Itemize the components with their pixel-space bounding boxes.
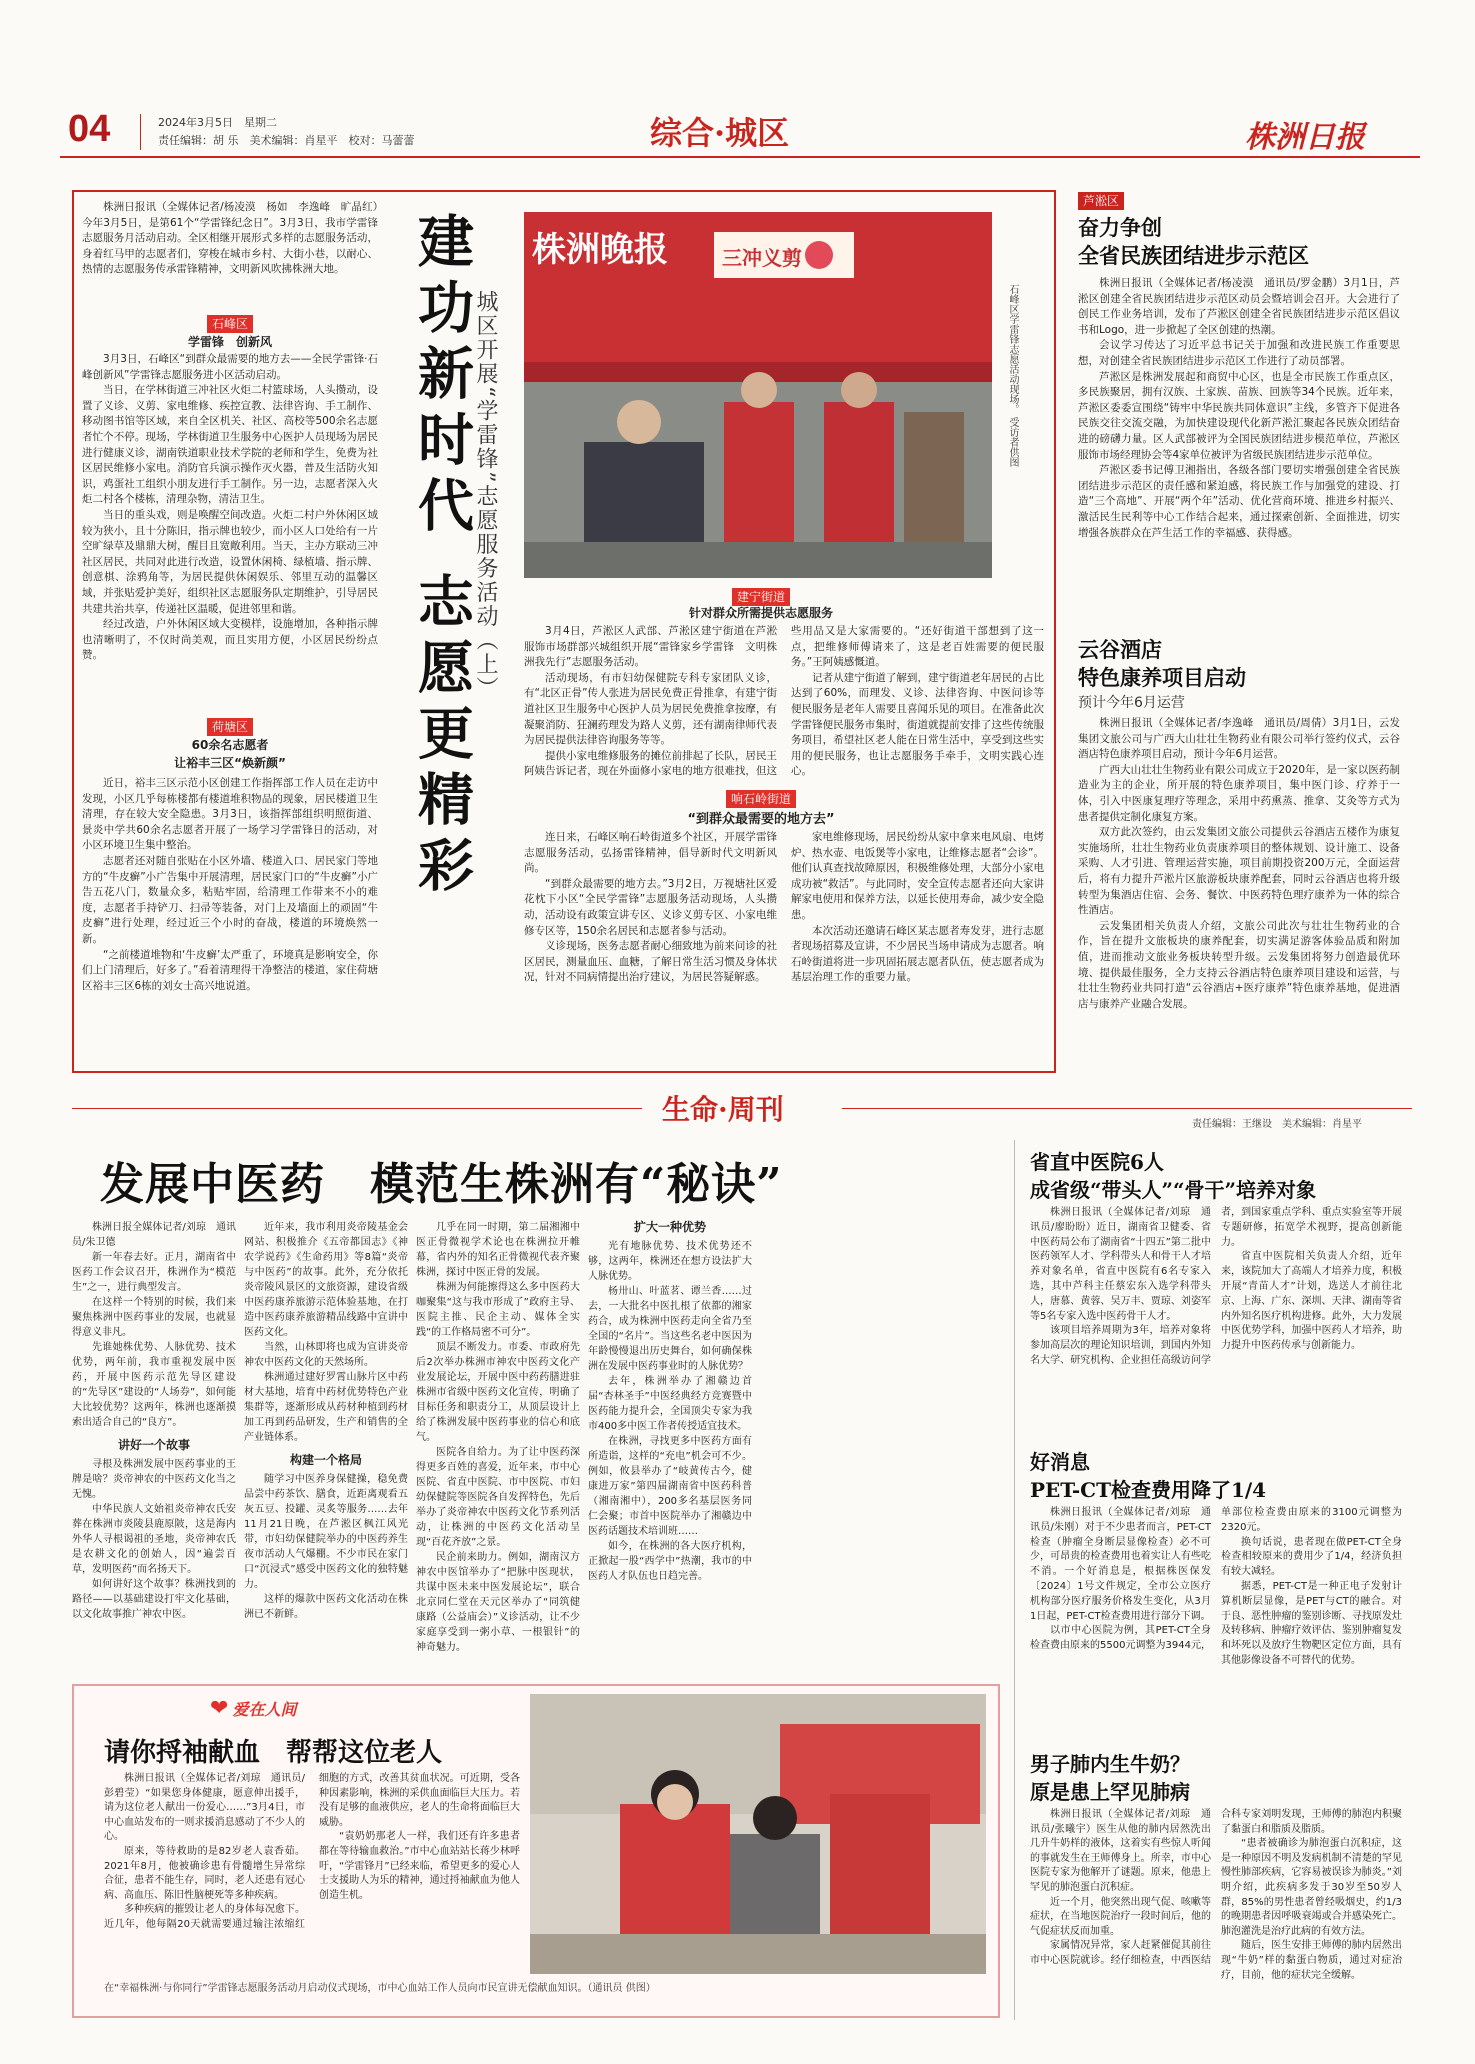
header-editors: 责任编辑：胡 乐 美术编辑：肖星平 校对：马蕾蕾 bbox=[158, 134, 415, 147]
body-petct: 株洲日报讯（全媒体记者/刘琼 通讯员/朱刚）对于不少患者而言，PET-CT检查（肿瘤全身断层显像检查）必不可少，可昂贵的检查费用也着实让人有些吃不消。一个好消息是，根据株医保发〔2024〕1号文件规定，全市公立医疗机构部分医疗服务价格发生变化，从3月1日起，PET-CT检查费用进行部分下调。 以市中心医院为例，其PET-CT全身检查费由原来的5500元调整为3944元，单部位检查费由原来的3100元调整为2320元。 换句话说，患者现在做PET-CT全身检查相较原来的费用少了1/4，经济负担有较大减轻。 据悉，PET-CT是一种正电子发射计算机断层显像，是PET与CT的融合。对于良、恶性肿瘤的鉴别诊断、寻找原发灶及转移病、肿瘤疗效评估、鉴别肿瘤复发和坏死以及放疗生物靶区定位方面，具有其他影像设备不可替代的优势。 bbox=[1030, 1507, 1402, 1666]
mid-editors: 责任编辑：王继设 美术编辑：肖星平 bbox=[1192, 1119, 1362, 1130]
tcm-col-3: 几乎在同一时期，第二届湘湘中医正骨微视学术论也在株洲拉开帷幕，省内外的知名正骨微视代表齐聚株洲，探讨中医正骨的发展。 株洲为何能擦得这么多中医药大咖聚集“这与我市形成了”政府主导、医院主推、民企主动、媒体全实践“的工作格局密不可分”。 顶层不断发力。市委、市政府先后2次举办株洲市神农中医药文化产业发展论坛，开展中医中药药膳进驻株洲市省级中医药文化宣传，明确了目标任务和职责分工，从顶层设计上给了株洲发展中医药事业的信心和底气。 医院各自给力。为了让中医药深得更多百姓的喜爱，近年来，市中心医院、省直中医院、市中医院、市妇幼保健院等医院各自发挥特色，先后举办了炎帝神农中医药文化节系列活动，让株洲的中医药文化活动呈现“百花齐放”之景。 民企前来助力。例如，湖南汉方神农中医馆举办了“把脉中医现状，共谋中医未来中医发展论坛”，联合北京同仁堂在天元区举办了“同筑健康路（公益庙会）”义诊活动，让不少家庭享受到一粥小草、一根银针”的神奇魅力。 bbox=[416, 1222, 580, 1653]
yungu-title-2: 特色康养项目启动 bbox=[1078, 665, 1246, 690]
mid-rule-left bbox=[72, 1108, 642, 1109]
lead-photo bbox=[524, 212, 992, 578]
tcm-title: 发展中医药 模范生株洲有“秘诀” bbox=[100, 1159, 783, 1210]
lead-intro: 株洲日报讯（全媒体记者/杨凌漠 杨如 李逸峰 旷晶红）今年3月5日，是第61个“学雷锋纪念日”。3月3日，我市学雷锋志愿服务月活动启动。全区相继开展形式多样的志愿服务活动，身着红马甲的志愿者们，穿梭在城市乡村、大街小巷，以耐心、热情的志愿服务传承雷锋精神，文明新风吹拂株洲大地。 bbox=[82, 201, 378, 276]
mid-banner bbox=[72, 1088, 1412, 1136]
head-hetang-2: 让裕丰三区“焕新颜” bbox=[174, 756, 286, 770]
tag-jianning: 建宁街道 bbox=[524, 586, 998, 606]
newspaper-logo: 株洲日报 bbox=[1245, 120, 1365, 155]
tcm-col-1: 株洲日报全媒体记者/刘琼 通讯员/朱卫德 新一年春去好。正月，湖南省中医药工作会议召开，株洲作为“模范生”之一，进行典型发言。 在这样一个特别的时候，我们来聚焦株洲中医药事业的发展，也就显得意义非凡。 先谁她株优势、人脉优势、技术优势，两年前，我市重视发展中医药，开展中医药示范先导区建设的“先导区”建设的“人场券”，如何能大比较优势？这两年，株洲也逐渐摸索出适合自己的“良方”。 讲好一个故事 寻根及株洲发展中医药事业的王牌是啥？炎帝神农的中医药文化当之无愧。 中华民族人文始祖炎帝神农氏安葬在株洲市炎陵县鹿原陂，这是海内外华人寻根谒祖的圣地，炎帝神农氏是农耕文化的创始人，因“遍尝百草，发明医药”而名扬天下。 如何讲好这个故事？株洲找到的路径——以基础建设打牢文化基础，以文化故事推广神农中医。 bbox=[72, 1222, 236, 1620]
love-photo bbox=[530, 1694, 986, 1974]
body-jianning: 3月4日，芦淞区人武部、芦淞区建宁街道在芦淞服饰市场群部兴城组织开展“雷锋家乡学雷锋 文明株洲我先行”志愿服务活动。 活动现场，有市妇幼保健院专科专家团队义诊，有“北区正骨”传人张进为居民免费正骨推拿，有建宁街道社区卫生服务中心医护人员为居民免费推拿按摩，有凝聚消防、狂澜药理发为路人义剪，还有湖南律师代表为居民提供法律咨询服务等等。 提供小家电维修服务的摊位前排起了长队，居民王阿姨告诉记者，现在外面修小家电的地方很难找，但这些用品又是大家需要的。“还好街道干部想到了这一点，把维修师傅请来了，这是老百姓需要的便民服务。”王阿姨感慨道。 记者从建宁街道了解到，建宁街道老年居民的占比达到了60%，而理发、义诊、法律咨询、中医问诊等便民服务是老年人需要且喜闻乐见的项目。在准备此次学雷锋便民服务市集时，街道就提前安排了这些传统服务项目，希望社区老人能在日常生活中，享受到这些实用的便民服务，也让志愿服务手牵手，文明实践心连心。 bbox=[524, 625, 1044, 778]
love-photo-graphic bbox=[530, 1694, 986, 1974]
yungu-subtitle: 预计今年6月运营 bbox=[1078, 695, 1185, 711]
hospital-title-1: 省直中医院6人 bbox=[1030, 1150, 1164, 1174]
body-hospital: 株洲日报讯（全媒体记者/刘琼 通讯员/廖盼盼）近日，湖南省卫健委、省中医药局公布了湖南省“十四五”第二批中医药领军人才、学科带头人和骨干人才培养对象名单，省直中医院有6名专家入选，其中芦科主任蔡宏东入选学科带头人，唐慕、黄蓉、吴万丰、贾琼、刘姿军等5名专家入选中医药骨干人才。 该项目培养周期为3年，培养对象将参加高层次的理论知识培训，到国内外知名大学、研究机构、企业担任高级访问学者，到国家重点学科、重点实验室等开展专题研修，拓宽学术视野，提高创新能力。 省直中医院相关负责人介绍，近年来，该院加大了高端人才培养力度，积极开展“青苗人才”计划，选送人才前往北京、上海、广东、深圳、天津、湖南等省内外知名医疗机构进修。此外，大力发展中医优势学科，加强中医药人才培养，助力提升中医药传承与创新能力。 bbox=[1030, 1207, 1402, 1366]
section-title: 综合·城区 bbox=[650, 114, 790, 152]
right-bottom-divider bbox=[1014, 1140, 1015, 2020]
tag-shifeng: 石峰区 bbox=[82, 313, 378, 333]
body-xiangshiling: 连日来，石峰区响石岭街道多个社区，开展学雷锋志愿服务活动，弘扬雷锋精神，倡导新时代文明新风尚。 “到群众最需要的地方去。”3月2日，万视塘社区爱花枕下小区“全民学雷锋”志愿服务活动现场，人头攒动，活动设有政策宣讲专区、义诊义剪专区、小家电维修专区等，150余名居民和志愿者参与活动。 义诊现场，医务志愿者耐心细致地为前来问诊的社区居民，测量血压、血糖，了解日常生活习惯及身体状况，针对不同病情提出治疗建议，为居民答疑解惑。 家电维修现场，居民纷纷从家中拿来电风扇、电烤炉、热水壶、电饭煲等小家电，让维修志愿者“会诊”。他们认真查找故障原因，积极维修处理，大部分小家电成功被“救活”。与此同时，安全宣传志愿者还向大家讲解家电使用和保养方法，以延长使用寿命，减少安全隐患。 本次活动还邀请石峰区某志愿者寿发芽，进行志愿者现场招募及宣讲，不少居民当场申请成为志愿者。响石岭街道将进一步巩固拓展志愿者队伍，使志愿者成为基层治理工作的重要力量。 bbox=[524, 831, 1044, 984]
tcm-col-4: 扩大一种优势 光有地脉优势、技术优势还不够，这两年，株洲还在想方设法扩大人脉优势。 杨卅山、叶蓝茗、谭兰香……过去，一大批名中医扎根了依都的湘家药合，成为株洲中医药走向全省乃至全国的“名片”。当这些名老中医因为年龄慢慢退出历史舞台，如何确保株洲在发展中医药事业时的人脉优势？ 去年，株洲举办了湘赣边首届“杏林圣手”中医经典经方竞赛暨中医药能力提升会，全国顶尖专家为我市400多中医工作者传授适宜技术。 在株洲，寻找更多中医药方面有所造诣，这样的“充电”机会可不少。例如，攸县举办了“岐黄传古今，健康进万家”第四届湖南省中医药科普（湘南湘中），200多名基层医务同仁会聚；市首中医院举办了湘赣边中医药话题技术培训班…… 如今，在株洲的各大医疗机构，正掀起一股“西学中”热潮，我市的中医药人才队伍也日趋完善。 bbox=[588, 1220, 752, 1582]
body-yungu: 株洲日报讯（全媒体记者/李逸峰 通讯员/周倩）3月1日，云发集团文旅公司与广西大山壮壮生物药业有限公司举行签约仪式，云谷酒店特色康养项目启动，预计今年6月运营。 广西大山壮壮生物药业有限公司成立于2020年，是一家以医药制造业为主的企业，所开展的特色康养项目，集中医门诊、疗养于一体，引入中医康复理疗等理念，采用中药熏蒸、推拿、艾灸等方式为患者提供定制化康复方案。 双方此次签约，由云发集团文旅公司提供云谷酒店五楼作为康复实施场所，壮壮生物药业负责康养项目的整体规划、设计施工、设备采购、人才引进、管理运营实施，项目前期投资200万元，全面运营后，将有力提升芦淞片区旅游板块康养配套，同时云谷酒店也将升级转型为集酒店住宿、会务、餐饮、中医药特色理疗康养为一体的综合性酒店。 云发集团相关负责人介绍，文旅公司此次与壮壮生物药业的合作，旨在提升文旅板块的康养配套，切实满足游客体验品质和附加值，进而推动文旅业务板块转型升级。云发集团将努力创造最优环境、提供最佳服务，全力支持云谷酒店特色康养项目建设和运营，与壮壮生物药业共同打造“云谷酒店+医疗康养”特色康养基地，促进酒店与康养产业融合发展。 bbox=[1078, 717, 1400, 1010]
tag-lusong: 芦淞区 bbox=[1078, 190, 1124, 210]
header-rule bbox=[60, 156, 1420, 158]
banner-text-2: 三冲义剪 bbox=[722, 246, 802, 270]
tag-xiangshiling: 响石岭街道 bbox=[524, 788, 998, 808]
lead-title-2: 志愿更精彩 bbox=[409, 572, 475, 902]
heart-icon: ❤ bbox=[210, 1696, 229, 1721]
body-lusong: 株洲日报讯（全媒体记者/杨凌漠 通讯员/罗金鹏）3月1日，芦淞区创建全省民族团结进步示范区动员会暨培训会召开。大会进行了创民工作业务培训，发布了芦淞区创建全省民族团结进步示范区倡议书和Logo，进一步掀起了全区创建的热潮。 会议学习传达了习近平总书记关于加强和改进民族工作重要思想，对创建全省民族团结进步示范区工作进行了动员部署。 芦淞区是株洲发展起和商贸中心区，也是全市民族工作重点区，多民族聚居，拥有汉族、土家族、苗族、回族等34个民族。近年来，芦淞区委委宣围绕“铸牢中华民族共同体意识”主线，多管齐下促进各民族交往交流交融，为加快建设现代化新芦淞汇聚起各民族众团结奋进的磅礴力量。区人武部被评为全国民族团结进步模范单位，芦淞区服饰市场经理协会等4家单位被评为省级民族团结进步示范单位。 芦淞区委书记傅卫湘指出，各级各部门要切实增强创建全省民族团结进步示范区的责任感和紧迫感，将民族工作与加强党的建设、打造“三个高地”、开展“两个年”活动、优化营商环境、推进乡村振兴、激活民生民利等中心工作结合起来，通过探索创新、全面推进，切实增强各族群众在芦生活工作的幸福感、获得感。 bbox=[1078, 277, 1400, 539]
love-body: 株洲日报讯（全媒体记者/刘琼 通讯员/彭碧莹）“如果您身体健康，愿意伸出援手，请为这位老人献出一份爱心……”3月4日，市中心血站发布的一则求援消息感动了不少人的心。 原来，等待救助的是82岁老人袁香茹。2021年8月，他被确诊患有骨髓增生异常综合征，患者不能生存，同时，老人还患有冠心病、高血压、陈旧性脑梗死等多种疾病。 多种疾病的摧毁让老人的身体每况愈下。近几年，他每隔20天就需要通过输注浓缩红细胞的方式，改善其贫血状况。可近期，受各种因素影响，株洲的采供血面临巨大压力。若没有足够的血液供应，老人的生命将面临巨大威胁。 “袁奶奶那老人一样，我们还有许多患者都在等待输血救治。”市中心血站站长蒋少林呼吁，“学雷锋月”已经来临，希望更多的爱心人士支援助人为乐的精神，通过捋袖献血为他人创造生机。 bbox=[104, 1773, 520, 1930]
love-badge: ❤ 爱在人间 bbox=[210, 1696, 297, 1721]
tcm-sub-1: 讲好一个故事 bbox=[117, 1438, 190, 1452]
page-header bbox=[60, 108, 1420, 160]
love-caption: 在“幸福株洲·与你同行”学雷锋志愿服务活动月启动仪式现场，市中心血站工作人员向市民宣讲无偿献血知识。（通讯员 供图） bbox=[104, 1983, 656, 1994]
lusong-title-1: 奋力争创 bbox=[1078, 215, 1162, 240]
mid-rule-right bbox=[842, 1108, 1412, 1109]
lead-subtitle: 城区开展“学雷锋”志愿服务活动（上） bbox=[473, 290, 498, 701]
love-title: 请你捋袖献血 帮帮这位老人 bbox=[104, 1738, 443, 1768]
lead-title-1: 建功新时代 bbox=[409, 212, 475, 542]
tcm-sub-3: 扩大一种优势 bbox=[633, 1220, 706, 1234]
tcm-col-2: 近年来，我市利用炎帝陵基金会网站、积极推介《五帝都国志》《神农学说药》《生命药用》等8篇“炎帝与中医药”的故事。此外，充分依托炎帝陵风景区的文旅资源，建设省级中医药康养旅游示范体验基地，在打造中医药康养旅游精品线路中宣讲中医药文化。 当然，山林即将也成为宣讲炎帝神农中医药文化的天然场所。 株洲通过建好罗霄山脉片区中药材大基地，培育中药材优势特色产业集群等，逐渐形成从药材种植到药材加工再到药品研发，生产和销售的全产业链体系。 构建一个格局 随学习中医养身保健操，稳免费品尝中药茶饮、膳食，近距离观看五灰五豆、投罐、灵炙等服务……去年11月21日晚，在芦淞区枫江风光带，市妇幼保健院举办的中医药养生夜市活动人气爆棚。不少市民在家门口“沉浸式”感受中医药文化的独特魅力。 这样的爆款中医药文化活动在株洲已不新鲜。 bbox=[244, 1222, 408, 1620]
header-divider bbox=[140, 114, 141, 150]
body-lung: 株洲日报讯（全媒体记者/刘琼 通讯员/张曦宇）医生从他的肺内居然洗出几升牛奶样的液体，这着实有些惊人听闻的事就发生在王师傅身上。所幸，市中心医院专家为他解开了谜题。原来，他患上罕见的肺泡蛋白沉积症。 近一个月，他突然出现气促、咳嗽等症状，在当地医院治疗一段时间后，他的气促症状反而加重。 家属情况异常，家人赶紧催促其前往市中心医院就诊。经仔细检查，中西医结合科专家刘明发现，王师傅的肺泡内积聚了黏蛋白和脂质及脂质。 “患者被确诊为肺泡蛋白沉积症，这是一种原因不明及发病机制不清楚的罕见慢性肺部疾病，它容易被误诊为肺炎。”刘明介绍，此疾病多发于30岁至50岁人群，85%的男性患者曾经吸烟史，约1/3的晚期患者因呼吸衰竭或合并感染死亡。肺泡灌洗是治疗此病的有效方法。 随后，医生安排王师傅的肺内居然出现“牛奶”样的黏蛋白物质，通过对症治疗，目前，他的症状完全缓解。 bbox=[1030, 1809, 1402, 1981]
body-shifeng: 3月3日，石峰区“到群众最需要的地方去——全民学雷锋·石峰创新风”学雷锋志愿服务进小区活动启动。 当日，在学林街道三冲社区火炬二村篮球场，人头攒动，设置了义诊、义剪、家电维修、疾控宣教、法律咨询、手工制作、移动图书馆等区域，来自全区机关、社区、高校等500余名志愿者忙个不停。现场，学林街道卫生服务中心医护人员现场为居民进行健康义诊，湖南铁道职业技术学院的老师和学生，免费为社区居民维修小家电。消防官兵演示操作灭火器，普及生活防火知识，鸡蛋社工组织小朋友进行手工制作。另一边，志愿者深入火炬二村各个楼栋，清理杂物，清洁卫生。 当日的重头戏，则是唤醒空间改造。火炬二村户外休闲区域较为狭小，且十分陈旧，指示牌也较少，而小区人口处给有一片空旷绿草及鼎鼎大树，醒目且宽敞利用。当天，主办方联动三冲社区居民，共同对此进行改造，设置休闲椅、绿植墙、指示牌、创意棋、涂鸦角等，为居民提供休闲娱乐、邻里互动的温馨区域，并张贴爱护美好，组织社区志愿服务队定期维护，引导居民共建共治共享，传递社区温暖，促进邻里和谐。 经过改造，户外休闲区域大变模样，设施增加，各种指示牌也清晰明了，不仅时尚美观，而且实用方便，小区居民纷纷点赞。 bbox=[82, 353, 378, 662]
header-date: 2024年3月5日 星期二 bbox=[158, 116, 277, 129]
head-xiangshiling: “到群众最需要的地方去” bbox=[687, 812, 835, 827]
head-jianning: 针对群众所需提供志愿服务 bbox=[688, 606, 833, 620]
tag-hetang: 荷塘区 bbox=[82, 716, 378, 736]
head-shifeng: 学雷锋 创新风 bbox=[187, 335, 272, 349]
yungu-title-1: 云谷酒店 bbox=[1078, 637, 1162, 662]
body-hetang: 近日，裕丰三区示范小区创建工作指挥部工作人员在走访中发现，小区几乎每栋楼都有楼道堆积物品的现象，居民楼道卫生清理，存在较大安全隐患。3月3日，该指挥部组织明照街道、景炎中学共60余名志愿者开展了一场学习学雷锋日的活动，对小区环境卫生集中整治。 志愿者还对随自张贴在小区外墙、楼道入口、居民家门等地方的“牛皮癣”小广告集中开展清理，居民家门口的“牛皮癣”小广告五花八门，数量众多，粘贴牢固，给清理工作带来不小的难度，志愿者手持铲刀、扫帚等装备，对门上及墙面上的顽固“牛皮癣”进行处理，经过近三个小时的奋战，楼道的环境焕然一新。 “之前楼道堆物和‘牛皮癣’太严重了，环境真是影响安全，你们上门清理后，好多了。”看着清理得干净整洁的楼道，家住荷塘区裕丰三区6栋的刘女士高兴地说道。 bbox=[82, 777, 378, 992]
lusong-title-2: 全省民族团结进步示范区 bbox=[1078, 243, 1309, 268]
lead-photo-caption: 石峰区学雷锋志愿活动现场。 受访者供图 bbox=[1007, 284, 1018, 468]
petct-title-2: PET-CT检查费用降了1/4 bbox=[1030, 1478, 1267, 1502]
hospital-title-2: 成省级“带头人”“骨干”培养对象 bbox=[1030, 1178, 1317, 1202]
lung-title-2: 原是患上罕见肺病 bbox=[1030, 1780, 1190, 1804]
tcm-sub-2: 构建一个格局 bbox=[289, 1453, 362, 1467]
petct-title-1: 好消息 bbox=[1030, 1450, 1090, 1474]
banner-text-1: 株洲晚报 bbox=[532, 230, 668, 270]
page-number: 04 bbox=[68, 108, 111, 150]
mid-section-title: 生命·周刊 bbox=[662, 1093, 784, 1126]
head-hetang-1: 60余名志愿者 bbox=[191, 738, 269, 752]
lung-title-1: 男子肺内生牛奶？ bbox=[1030, 1752, 1190, 1776]
